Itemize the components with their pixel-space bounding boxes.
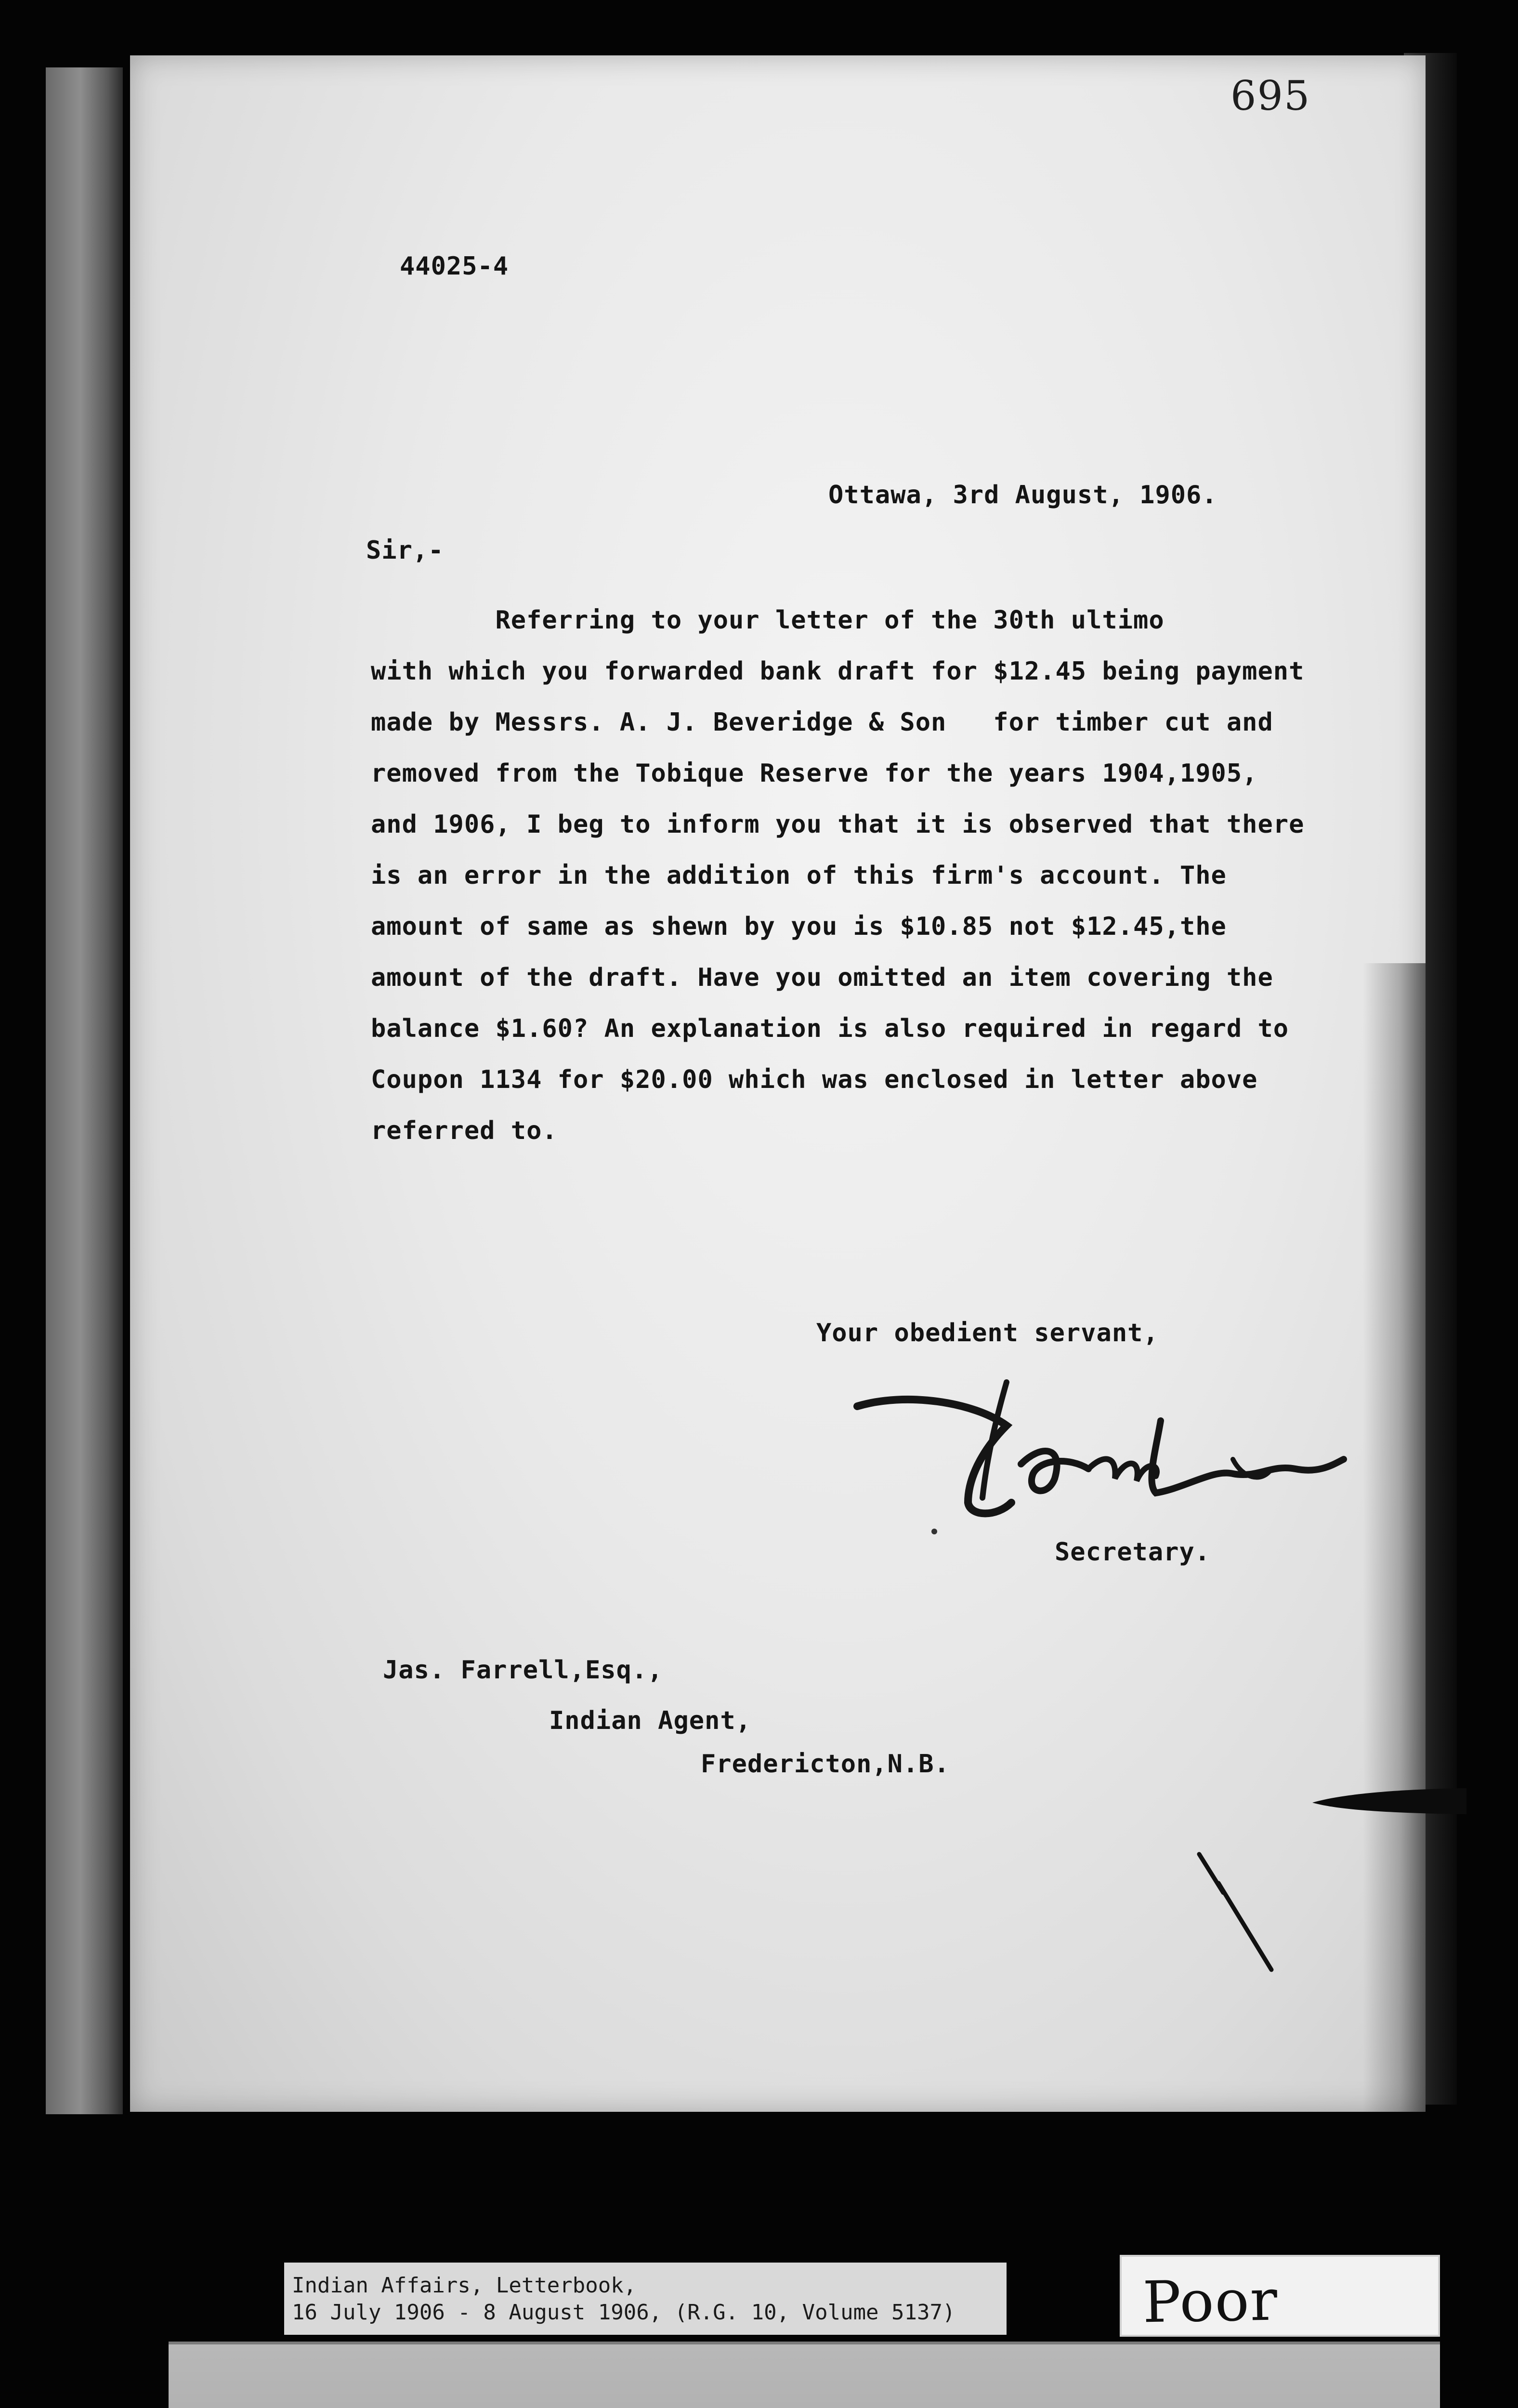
citation-label [284, 2263, 1007, 2335]
body-line: referred to. [371, 1116, 558, 1145]
pen-tip-image [1312, 1784, 1466, 1818]
page-shadow [1363, 963, 1426, 2112]
addressee-position: Indian Agent, [549, 1706, 751, 1735]
date-line: Ottawa, 3rd August, 1906. [828, 481, 1217, 510]
binding-edge-left [46, 67, 123, 2114]
handwritten-signature [848, 1373, 1348, 1536]
salutation: Sir,- [366, 536, 444, 565]
closing-line: Your obedient servant, [816, 1319, 1159, 1348]
body-line: Referring to your letter of the 30th ultimo [371, 606, 1165, 635]
body-line: balance $1.60? An explanation is also required in regard to [371, 1014, 1289, 1043]
body-line: with which you forwarded bank draft for $12.45 being payment [371, 657, 1305, 686]
poor-copy-text: Poor [1142, 2266, 1279, 2336]
body-line: made by Messrs. A. J. Beveridge & Son for timber cut and [371, 708, 1273, 737]
body-line: amount of the draft. Have you omitted an item covering the [371, 963, 1273, 992]
body-line: removed from the Tobique Reserve for the years 1904,1905, [371, 759, 1258, 788]
body-line: Coupon 1134 for $20.00 which was enclosed in letter above [371, 1065, 1258, 1094]
letter-body [371, 595, 1304, 1156]
archives-plate [169, 2342, 1440, 2408]
file-number: 44025-4 [400, 252, 509, 281]
poor-copy-stamp [1120, 2255, 1440, 2337]
citation-line: 16 July 1906 - 8 August 1906, (R.G. 10, Volume 5137) [292, 2300, 955, 2325]
page-number: 695 [1230, 72, 1311, 119]
pencil-mark [1190, 1849, 1286, 1975]
body-line: is an error in the addition of this firm's account. The [371, 861, 1227, 890]
body-line: and 1906, I beg to inform you that it is observed that there [371, 810, 1305, 839]
signature-title: Secretary. [1055, 1538, 1211, 1567]
body-line: amount of same as shewn by you is $10.85 not $12.45,the [371, 912, 1227, 941]
addressee-name: Jas. Farrell,Esq., [383, 1656, 663, 1685]
citation-line: Indian Affairs, Letterbook, [292, 2273, 637, 2298]
addressee-location: Fredericton,N.B. [701, 1750, 950, 1779]
